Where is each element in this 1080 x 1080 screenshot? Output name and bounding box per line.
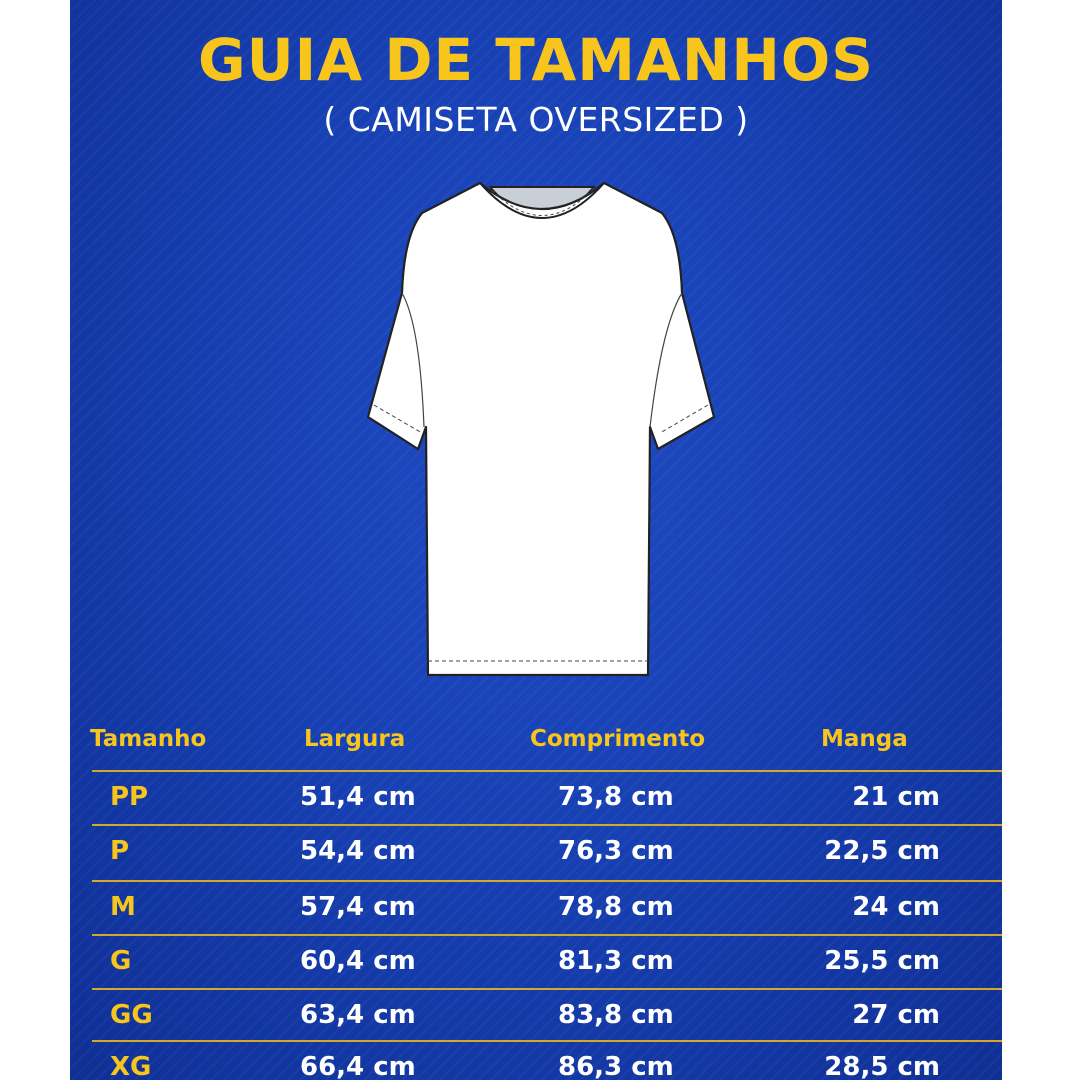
row-divider: [92, 824, 1002, 826]
cell-manga: 25,5 cm: [824, 946, 940, 976]
page-subtitle: ( CAMISETA OVERSIZED ): [323, 100, 749, 139]
cell-size: P: [110, 836, 130, 866]
cell-manga: 22,5 cm: [824, 836, 940, 866]
cell-size: XG: [110, 1052, 152, 1080]
table-row: [92, 770, 1002, 824]
header-tamanho: Tamanho: [90, 726, 207, 752]
header-comprimento: Comprimento: [530, 726, 706, 752]
cell-manga: 24 cm: [852, 892, 940, 922]
row-divider: [92, 988, 1002, 990]
header-largura: Largura: [304, 726, 406, 752]
size-guide-panel: [70, 0, 1002, 1080]
cell-comprimento: 81,3 cm: [558, 946, 674, 976]
cell-largura: 66,4 cm: [300, 1052, 416, 1080]
row-divider: [92, 770, 1002, 772]
cell-manga: 21 cm: [852, 782, 940, 812]
cell-size: PP: [110, 782, 149, 812]
row-divider: [92, 934, 1002, 936]
cell-size: GG: [110, 1000, 153, 1030]
cell-comprimento: 73,8 cm: [558, 782, 674, 812]
page-title: GUIA DE TAMANHOS: [197, 26, 875, 94]
cell-comprimento: 76,3 cm: [558, 836, 674, 866]
row-divider: [92, 1040, 1002, 1042]
cell-size: M: [110, 892, 136, 922]
cell-largura: 57,4 cm: [300, 892, 416, 922]
cell-comprimento: 86,3 cm: [558, 1052, 674, 1080]
cell-largura: 63,4 cm: [300, 1000, 416, 1030]
header-manga: Manga: [821, 726, 908, 752]
cell-manga: 27 cm: [852, 1000, 940, 1030]
cell-largura: 51,4 cm: [300, 782, 416, 812]
table-row: [92, 880, 1002, 934]
cell-largura: 60,4 cm: [300, 946, 416, 976]
cell-manga: 28,5 cm: [824, 1052, 940, 1080]
table-row: [92, 934, 1002, 988]
cell-comprimento: 78,8 cm: [558, 892, 674, 922]
table-row: [92, 824, 1002, 878]
table-row: [92, 1040, 1002, 1080]
row-divider: [92, 880, 1002, 882]
oversized-tshirt-icon: [362, 175, 722, 685]
cell-comprimento: 83,8 cm: [558, 1000, 674, 1030]
cell-size: G: [110, 946, 132, 976]
table-row: [92, 988, 1002, 1042]
cell-largura: 54,4 cm: [300, 836, 416, 866]
